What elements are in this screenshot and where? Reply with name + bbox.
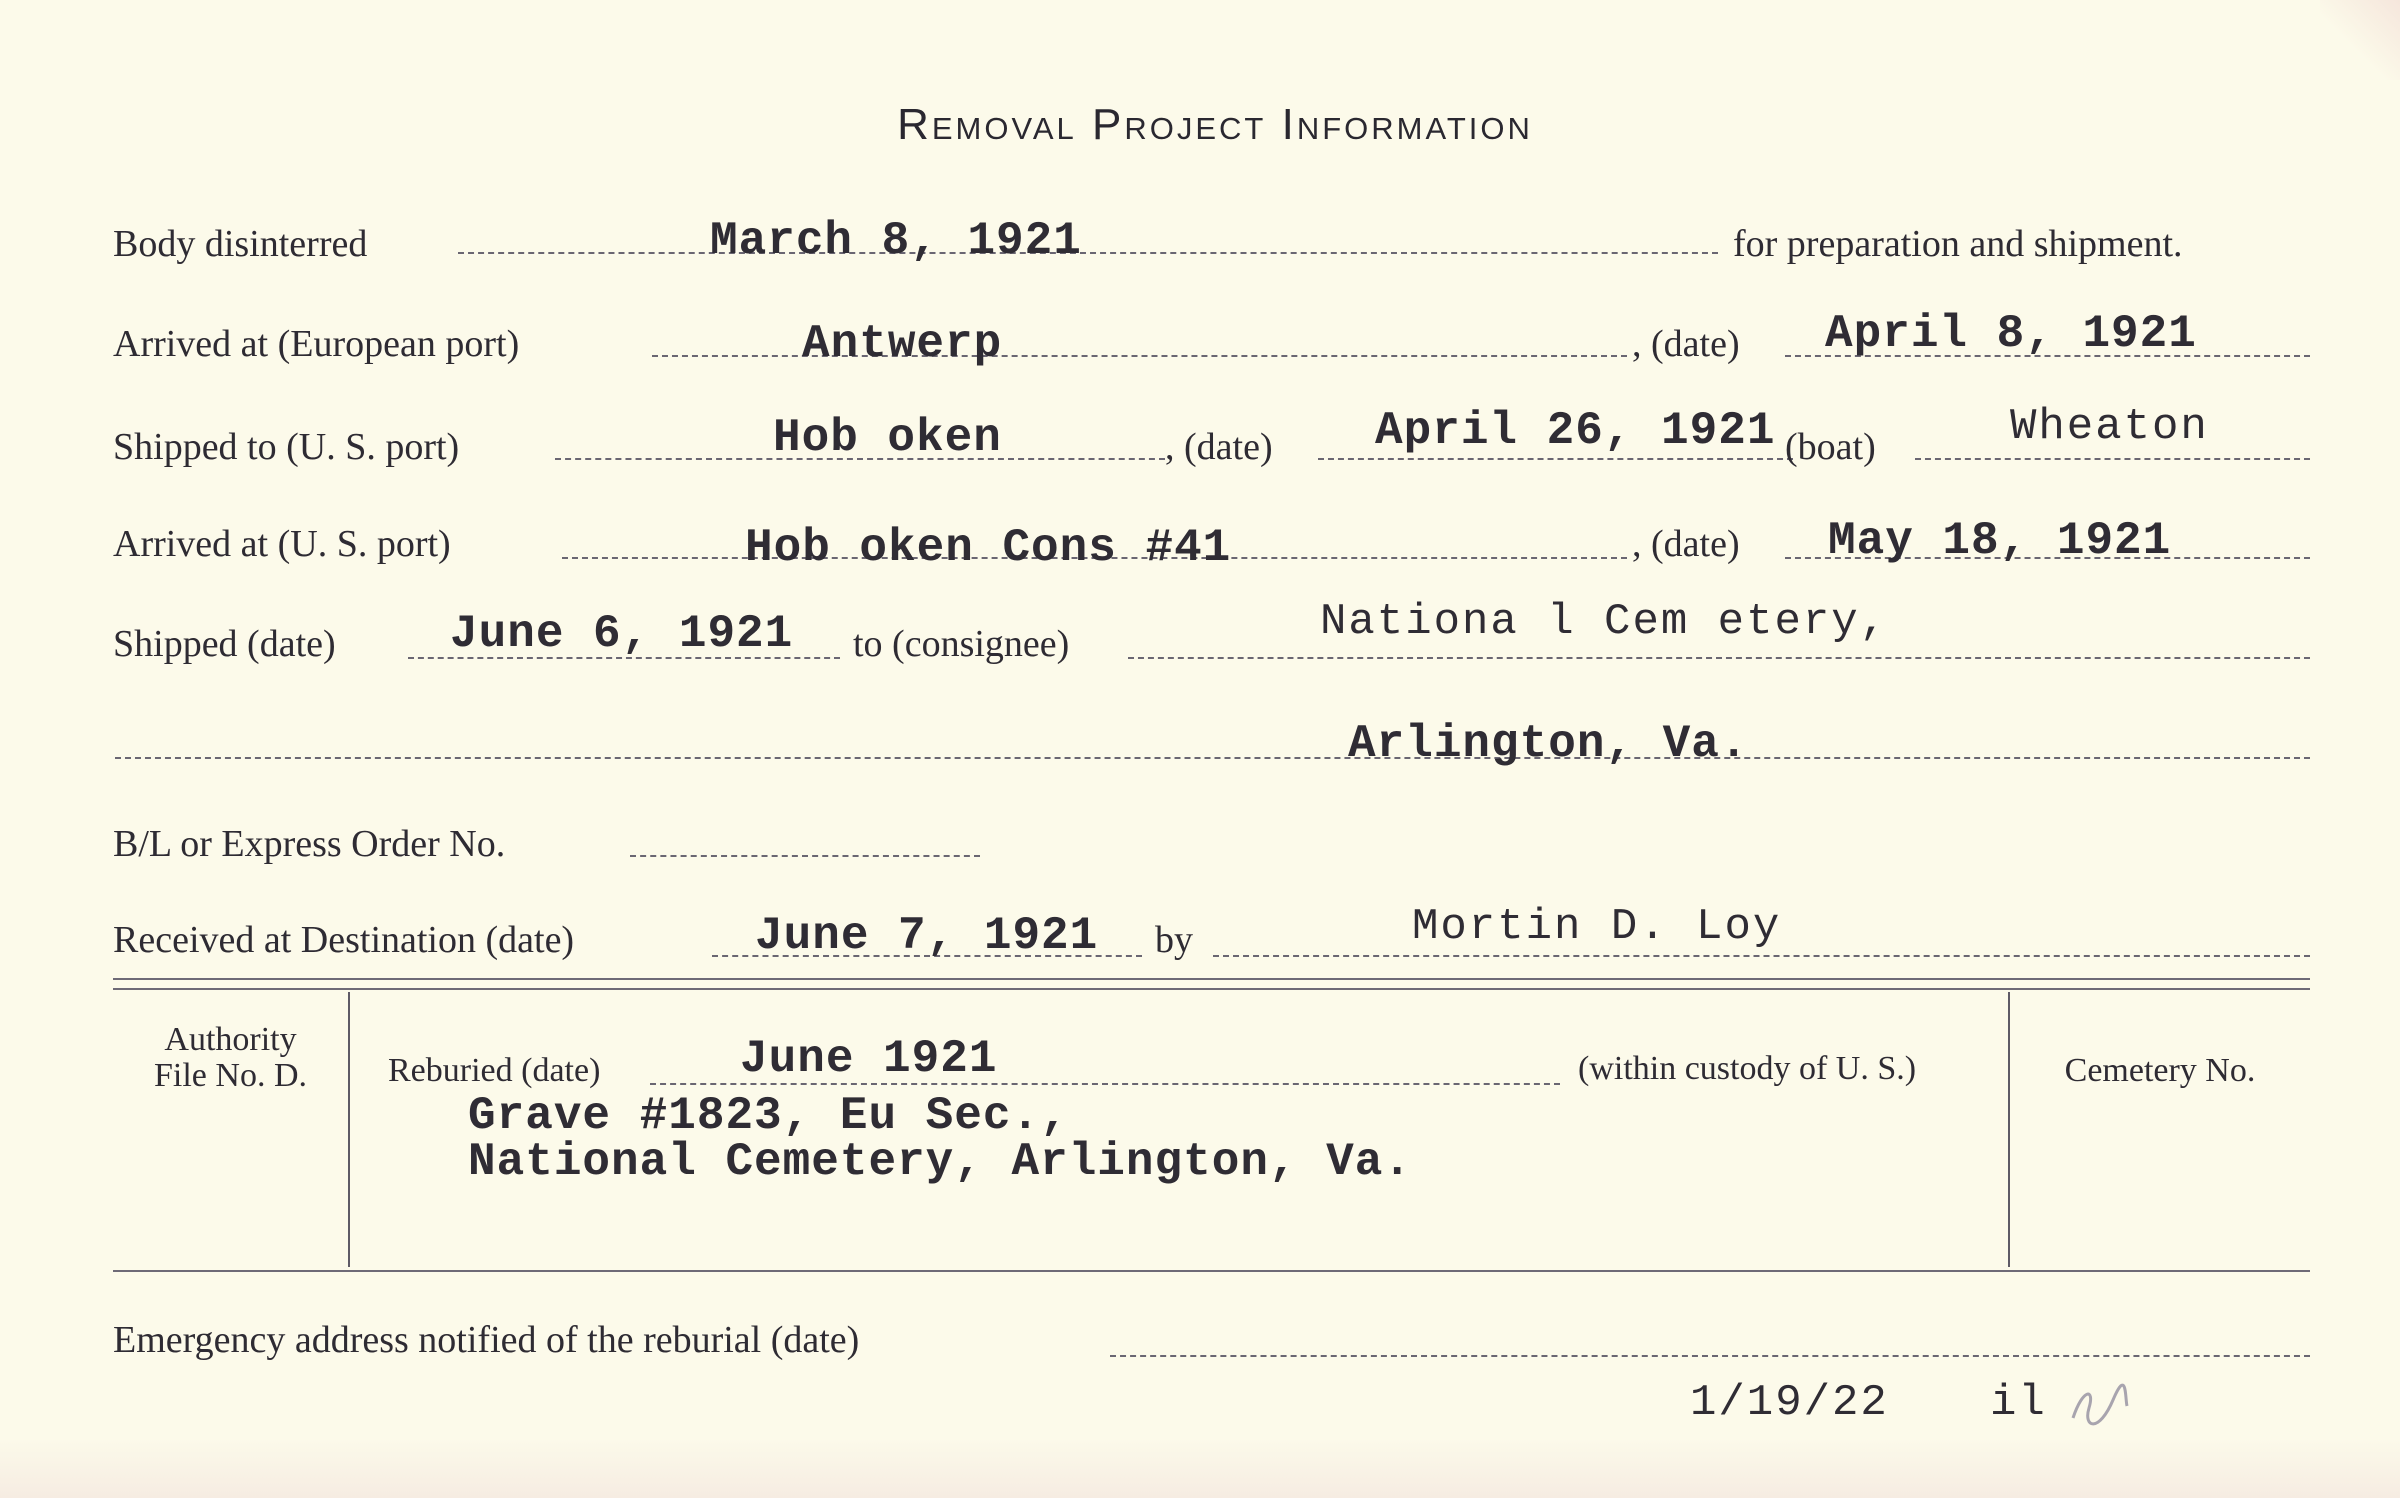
- shipped-date-label: Shipped (date): [113, 623, 336, 665]
- grave-line-2: National Cemetery, Arlington, Va.: [468, 1136, 1412, 1188]
- us-port-shipped-date-label: , (date): [1165, 426, 1273, 468]
- bl-order-line: [630, 855, 980, 857]
- grave-line-1: Grave #1823, Eu Sec.,: [468, 1090, 1069, 1142]
- authority-label: [113, 1022, 348, 1094]
- us-port-arrived-value: Hob oken Cons #41: [745, 522, 1232, 574]
- footer-date: 1/19/22: [1690, 1378, 1889, 1428]
- us-port-arrived-date-label: , (date): [1632, 523, 1740, 565]
- european-port-line: [652, 355, 1627, 357]
- consignee-value: Nationa l Cem etery,: [1320, 597, 1889, 647]
- custody-label: (within custody of U. S.): [1578, 1050, 1917, 1087]
- received-by-value: Mortin D. Loy: [1412, 902, 1782, 952]
- us-port-shipped-value: Hob oken: [773, 412, 1002, 464]
- card-corner-stain: [2320, 0, 2400, 80]
- consignee-label: to (consignee): [853, 623, 1070, 665]
- emergency-notified-line: [1110, 1355, 2310, 1357]
- received-destination-value: June 7, 1921: [755, 910, 1099, 962]
- reburied-value: June 1921: [740, 1033, 998, 1085]
- bl-order-label: B/L or Express Order No.: [113, 823, 506, 865]
- authority-label-line-2: File No. D.: [154, 1057, 307, 1094]
- us-port-shipped-label: Shipped to (U. S. port): [113, 426, 460, 468]
- us-port-shipped-date-value: April 26, 1921: [1375, 405, 1776, 457]
- pencil-scribble-icon: [2065, 1378, 2135, 1438]
- emergency-notified-label: Emergency address notified of the reburial (date): [113, 1319, 860, 1361]
- box-divider-left: [348, 992, 350, 1267]
- body-disinterred-label: Body disinterred: [113, 223, 368, 265]
- page-title: Removal Project Information: [897, 100, 1533, 149]
- footer-initials: il: [1990, 1378, 2047, 1428]
- boat-value: Wheaton: [2010, 402, 2209, 452]
- body-disinterred-value: March 8, 1921: [710, 215, 1082, 267]
- preparation-shipment-label: for preparation and shipment.: [1733, 223, 2183, 265]
- boat-label: (boat): [1785, 426, 1876, 468]
- box-top-rule-2: [113, 988, 2310, 990]
- received-by-label: by: [1155, 919, 1193, 961]
- cemetery-no-label: Cemetery No.: [2064, 1052, 2256, 1089]
- consignee-line-2: [115, 757, 2310, 759]
- us-port-shipped-date-line: [1318, 458, 1793, 460]
- shipped-date-value: June 6, 1921: [450, 608, 794, 660]
- european-port-value: Antwerp: [802, 318, 1003, 370]
- european-port-date-value: April 8, 1921: [1825, 308, 2197, 360]
- received-by-line: [1213, 955, 2310, 957]
- consignee-line: [1128, 657, 2310, 659]
- received-destination-label: Received at Destination (date): [113, 919, 575, 961]
- box-divider-right: [2008, 992, 2010, 1267]
- consignee-value-2: Arlington, Va.: [1348, 718, 1749, 770]
- us-port-arrived-label: Arrived at (U. S. port): [113, 523, 451, 565]
- reburied-label: Reburied (date): [388, 1052, 601, 1089]
- box-top-rule-1: [113, 978, 2310, 980]
- body-disinterred-line: [458, 252, 1718, 254]
- authority-label-line-1: Authority: [164, 1021, 297, 1058]
- box-bottom-rule: [113, 1270, 2310, 1272]
- boat-line: [1915, 458, 2310, 460]
- european-port-date-label: , (date): [1632, 323, 1740, 365]
- card-bottom-tint: [0, 1438, 2400, 1498]
- us-port-arrived-date-value: May 18, 1921: [1828, 515, 2172, 567]
- european-port-label: Arrived at (European port): [113, 323, 520, 365]
